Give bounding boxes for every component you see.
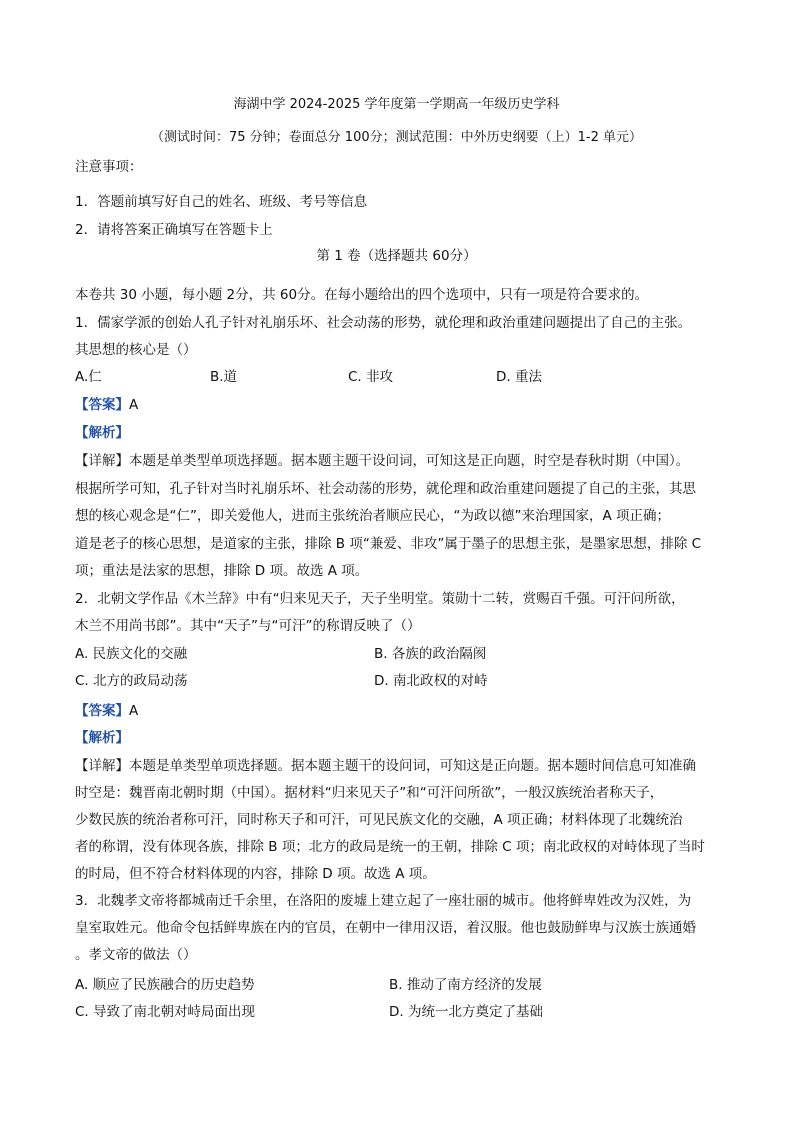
question-stem: 皇室取姓元。他命令包括鲜卑族在内的官员，在朝中一律用汉语，着汉服。他也鼓励鲜卑与汉族士族通婚 [75, 920, 696, 936]
option-b: B. 各族的政治隔阂 [374, 646, 487, 662]
option-c: C. 非攻 [348, 369, 394, 385]
analysis-tag: 【解析】 [75, 730, 129, 746]
detail-line: 者的称谓，没有体现各族，排除 B 项；北方的政局是统一的王朝，排除 C 项；南北政权的对峙体现了当时 [75, 839, 705, 855]
option-d: D. 重法 [496, 369, 542, 385]
option-b: B.道 [210, 369, 238, 385]
notes-heading: 注意事项： [75, 159, 143, 175]
detail-line: 想的核心观念是“仁”，即关爱他人，进而主张统治者顺应民心，“为政以德”来治理国家，A 项正确； [75, 508, 671, 524]
question-stem: 其思想的核心是（） [75, 342, 197, 358]
answer-tag: 【答案】 [75, 397, 129, 413]
question-stem: 。孝文帝的做法（） [75, 947, 197, 963]
question-stem: 1．儒家学派的创始人孔子针对礼崩乐坏、社会动荡的形势，就伦理和政治重建问题提出了自己的主张。 [75, 315, 692, 331]
detail-line: 的时局，但不符合材料体现的内容，排除 D 项。故选 A 项。 [75, 866, 436, 882]
section-intro: 本卷共 30 小题，每小题 2分，共 60分。在每小题给出的四个选项中，只有一项是符合要求的。 [75, 287, 649, 303]
section-title: 第 1 卷（选择题共 60分） [316, 248, 477, 264]
detail-line: 时空是：魏晋南北朝时期（中国）。据材料“归来见天子”和“可汗问所欲”，一般汉族统治者称天子， [75, 785, 664, 801]
option-c: C. 北方的政局动荡 [75, 673, 188, 689]
note-item: 1．答题前填写好自己的姓名、班级、考号等信息 [75, 194, 368, 210]
answer-tag: 【答案】 [75, 703, 129, 719]
exam-title: 海湖中学 2024-2025 学年度第一学期高一年级历史学科 [233, 97, 560, 112]
detail-line: 少数民族的统治者称可汗，同时称天子和可汗，可见民族文化的交融，A 项正确；材料体现了北魏统治 [75, 812, 683, 828]
option-a: A. 民族文化的交融 [75, 646, 188, 662]
answer-line [75, 701, 138, 721]
answer-line [75, 395, 138, 415]
question-stem: 3．北魏孝文帝将都城南迁千余里，在洛阳的废墟上建立起了一座壮丽的城市。他将鲜卑姓改为汉姓，为 [75, 893, 692, 909]
option-a: A. 顺应了民族融合的历史趋势 [75, 977, 255, 993]
option-a: A.仁 [75, 369, 102, 385]
option-d: D. 南北政权的对峙 [374, 673, 488, 689]
question-stem: 2．北朝文学作品《木兰辞》中有“归来见天子，天子坐明堂。策勋十二转，赏赐百千强。可汗问所欲， [75, 591, 685, 607]
option-d: D. 为统一北方奠定了基础 [389, 1004, 543, 1020]
note-item: 2．请将答案正确填写在答题卡上 [75, 222, 273, 238]
detail-line: 项；重法是法家的思想，排除 D 项。故选 A 项。 [75, 563, 369, 579]
answer-value: A [129, 703, 139, 719]
option-b: B. 推动了南方经济的发展 [389, 977, 542, 993]
exam-subtitle: （测试时间：75 分钟；卷面总分 100分；测试范围：中外历史纲要（上）1-2 单元） [151, 130, 642, 145]
question-stem: 木兰不用尚书郎”。其中“天子”与“可汗”的称谓反映了（） [75, 618, 421, 634]
analysis-tag: 【解析】 [75, 425, 129, 441]
answer-value: A [129, 397, 139, 413]
detail-line: 道是老子的核心思想，是道家的主张，排除 B 项“兼爱、非攻”属于墨子的思想主张，是墨家思想，排除 C [75, 536, 702, 552]
option-c: C. 导致了南北朝对峙局面出现 [75, 1004, 256, 1020]
detail-line: 【详解】本题是单类型单项选择题。据本题主题干设问词，可知这是正向题，时空是春秋时期（中国）。 [75, 453, 690, 469]
detail-line: 根据所学可知，孔子针对当时礼崩乐坏、社会动荡的形势，就伦理和政治重建问题提了自己的主张，其思 [75, 481, 696, 497]
detail-line: 【详解】本题是单类型单项选择题。据本题主题干的设问词，可知这是正向题。据本题时间信息可知准确 [75, 758, 696, 774]
